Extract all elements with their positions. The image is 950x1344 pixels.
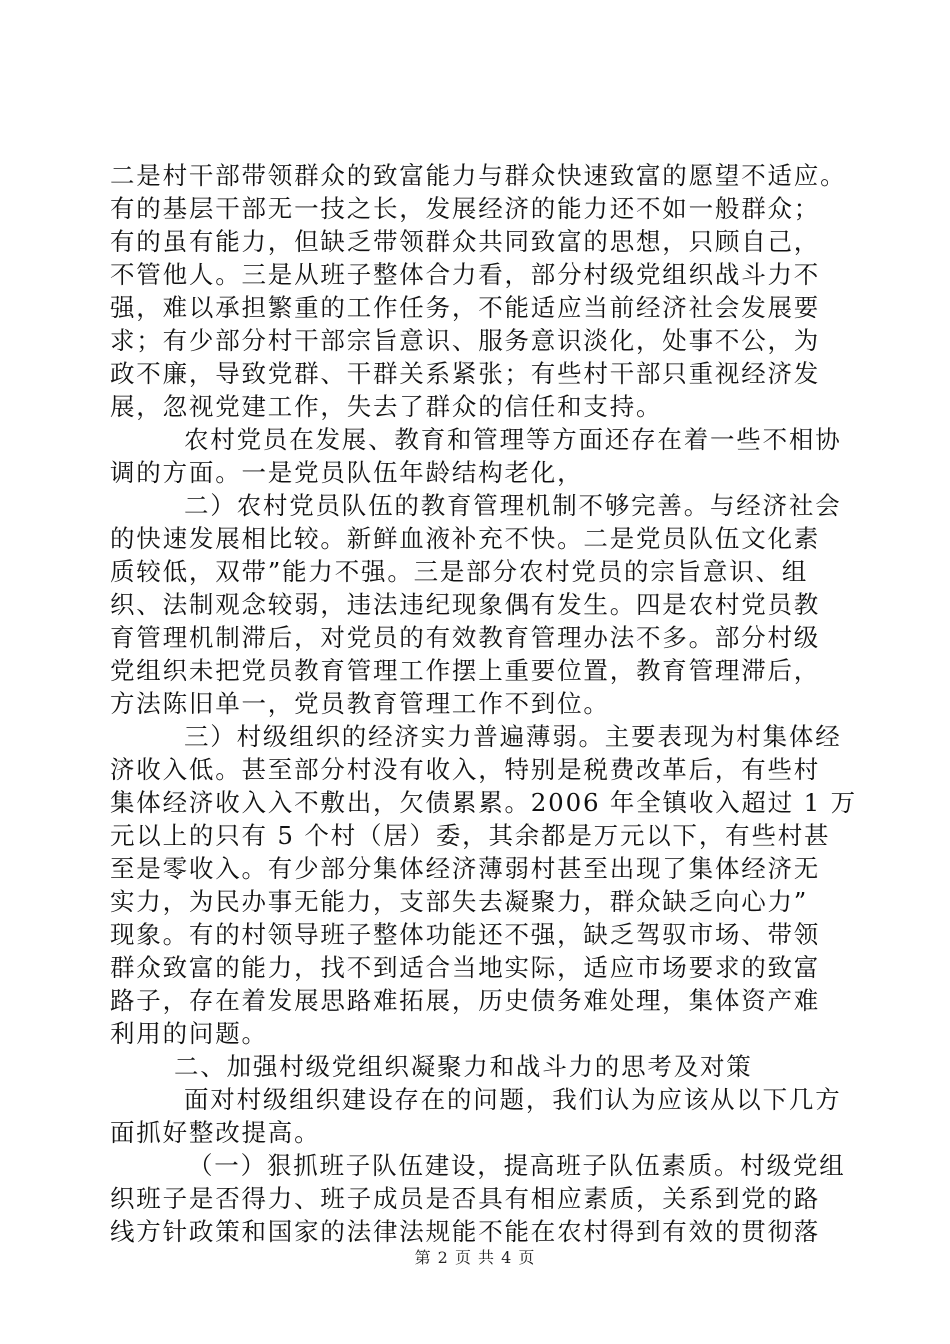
text-line: 利用的问题。 — [110, 1019, 268, 1048]
page-number-footer: 第 2 页 共 4 页 — [414, 1248, 536, 1267]
text-line: 至是零收入。有少部分集体经济薄弱村甚至出现了集体经济无 — [110, 854, 821, 883]
text-line: 群众致富的能力，找不到适合当地实际，适应市场要求的致富 — [110, 953, 821, 982]
text-line: 强，难以承担繁重的工作任务，不能适应当前经济社会发展要 — [110, 293, 821, 322]
text-line: 方法陈旧单一，党员教育管理工作不到位。 — [110, 689, 610, 718]
text-line: 展，忽视党建工作，失去了群众的信任和支持。 — [110, 392, 663, 421]
text-line: 调的方面。一是党员队伍年龄结构老化， — [110, 458, 584, 487]
text-line: 面对村级组织建设存在的问题，我们认为应该从以下几方 — [184, 1085, 842, 1114]
text-line: 元以上的只有 5 个村（居）委，其余都是万元以下，有些村甚 — [110, 821, 831, 850]
text-line: 织、法制观念较弱，违法违纪现象偶有发生。四是农村党员教 — [110, 590, 821, 619]
text-line: 求；有少部分村干部宗旨意识、服务意识淡化，处事不公，为 — [110, 326, 821, 355]
text-line: 织班子是否得力、班子成员是否具有相应素质，关系到党的路 — [110, 1184, 821, 1213]
text-line: 质较低，双带”能力不强。三是部分农村党员的宗旨意识、组 — [110, 557, 809, 586]
text-line: 实力，为民办事无能力，支部失去凝聚力，群众缺乏向心力” — [110, 887, 809, 916]
text-line: 不管他人。三是从班子整体合力看，部分村级党组织战斗力不 — [110, 260, 821, 289]
text-line: 二）农村党员队伍的教育管理机制不够完善。与经济社会 — [184, 491, 842, 520]
text-line: 二是村干部带领群众的致富能力与群众快速致富的愿望不适应。 — [110, 161, 847, 190]
paragraph-countermeasures-intro — [110, 1083, 840, 1149]
section-heading-countermeasures — [110, 1050, 840, 1083]
text-line: 现象。有的村领导班子整体功能还不强，缺乏驾驭市场、带领 — [110, 920, 821, 949]
paragraph-section-three — [110, 720, 857, 1050]
paragraph-section-two — [110, 489, 840, 720]
text-line: 有的基层干部无一技之长，发展经济的能力还不如一般群众； — [110, 194, 821, 223]
section-heading: 二、加强村级党组织凝聚力和战斗力的思考及对策 — [174, 1052, 753, 1081]
paragraph-party-members-intro — [110, 423, 840, 489]
text-line: 党组织未把党员教育管理工作摆上重要位置，教育管理滞后， — [110, 656, 821, 685]
text-line: 线方针政策和国家的法律法规能不能在农村得到有效的贯彻落 — [110, 1217, 821, 1246]
text-line: 育管理机制滞后，对党员的有效教育管理办法不多。部分村级 — [110, 623, 821, 652]
paragraph-village-cadres — [110, 159, 847, 423]
text-line: 的快速发展相比较。新鲜血液补充不快。二是党员队伍文化素 — [110, 524, 821, 553]
text-line: 三）村级组织的经济实力普遍薄弱。主要表现为村集体经 — [184, 722, 842, 751]
text-line: 农村党员在发展、教育和管理等方面还存在着一些不相协 — [184, 425, 842, 454]
text-line: 济收入低。甚至部分村没有收入，特别是税费改革后，有些村 — [110, 755, 821, 784]
text-line: 集体经济收入入不敷出，欠债累累。2006 年全镇收入超过 1 万 — [110, 788, 857, 817]
text-line: 政不廉，导致党群、干群关系紧张；有些村干部只重视经济发 — [110, 359, 821, 388]
text-line: 面抓好整改提高。 — [110, 1118, 321, 1147]
text-line: 有的虽有能力，但缺乏带领群众共同致富的思想，只顾自己， — [110, 227, 821, 256]
text-line: （一）狠抓班子队伍建设，提高班子队伍素质。村级党组 — [188, 1151, 846, 1180]
text-line: 路子，存在着发展思路难拓展，历史债务难处理，集体资产难 — [110, 986, 821, 1015]
paragraph-team-building — [110, 1149, 846, 1248]
document-body — [110, 159, 857, 1248]
